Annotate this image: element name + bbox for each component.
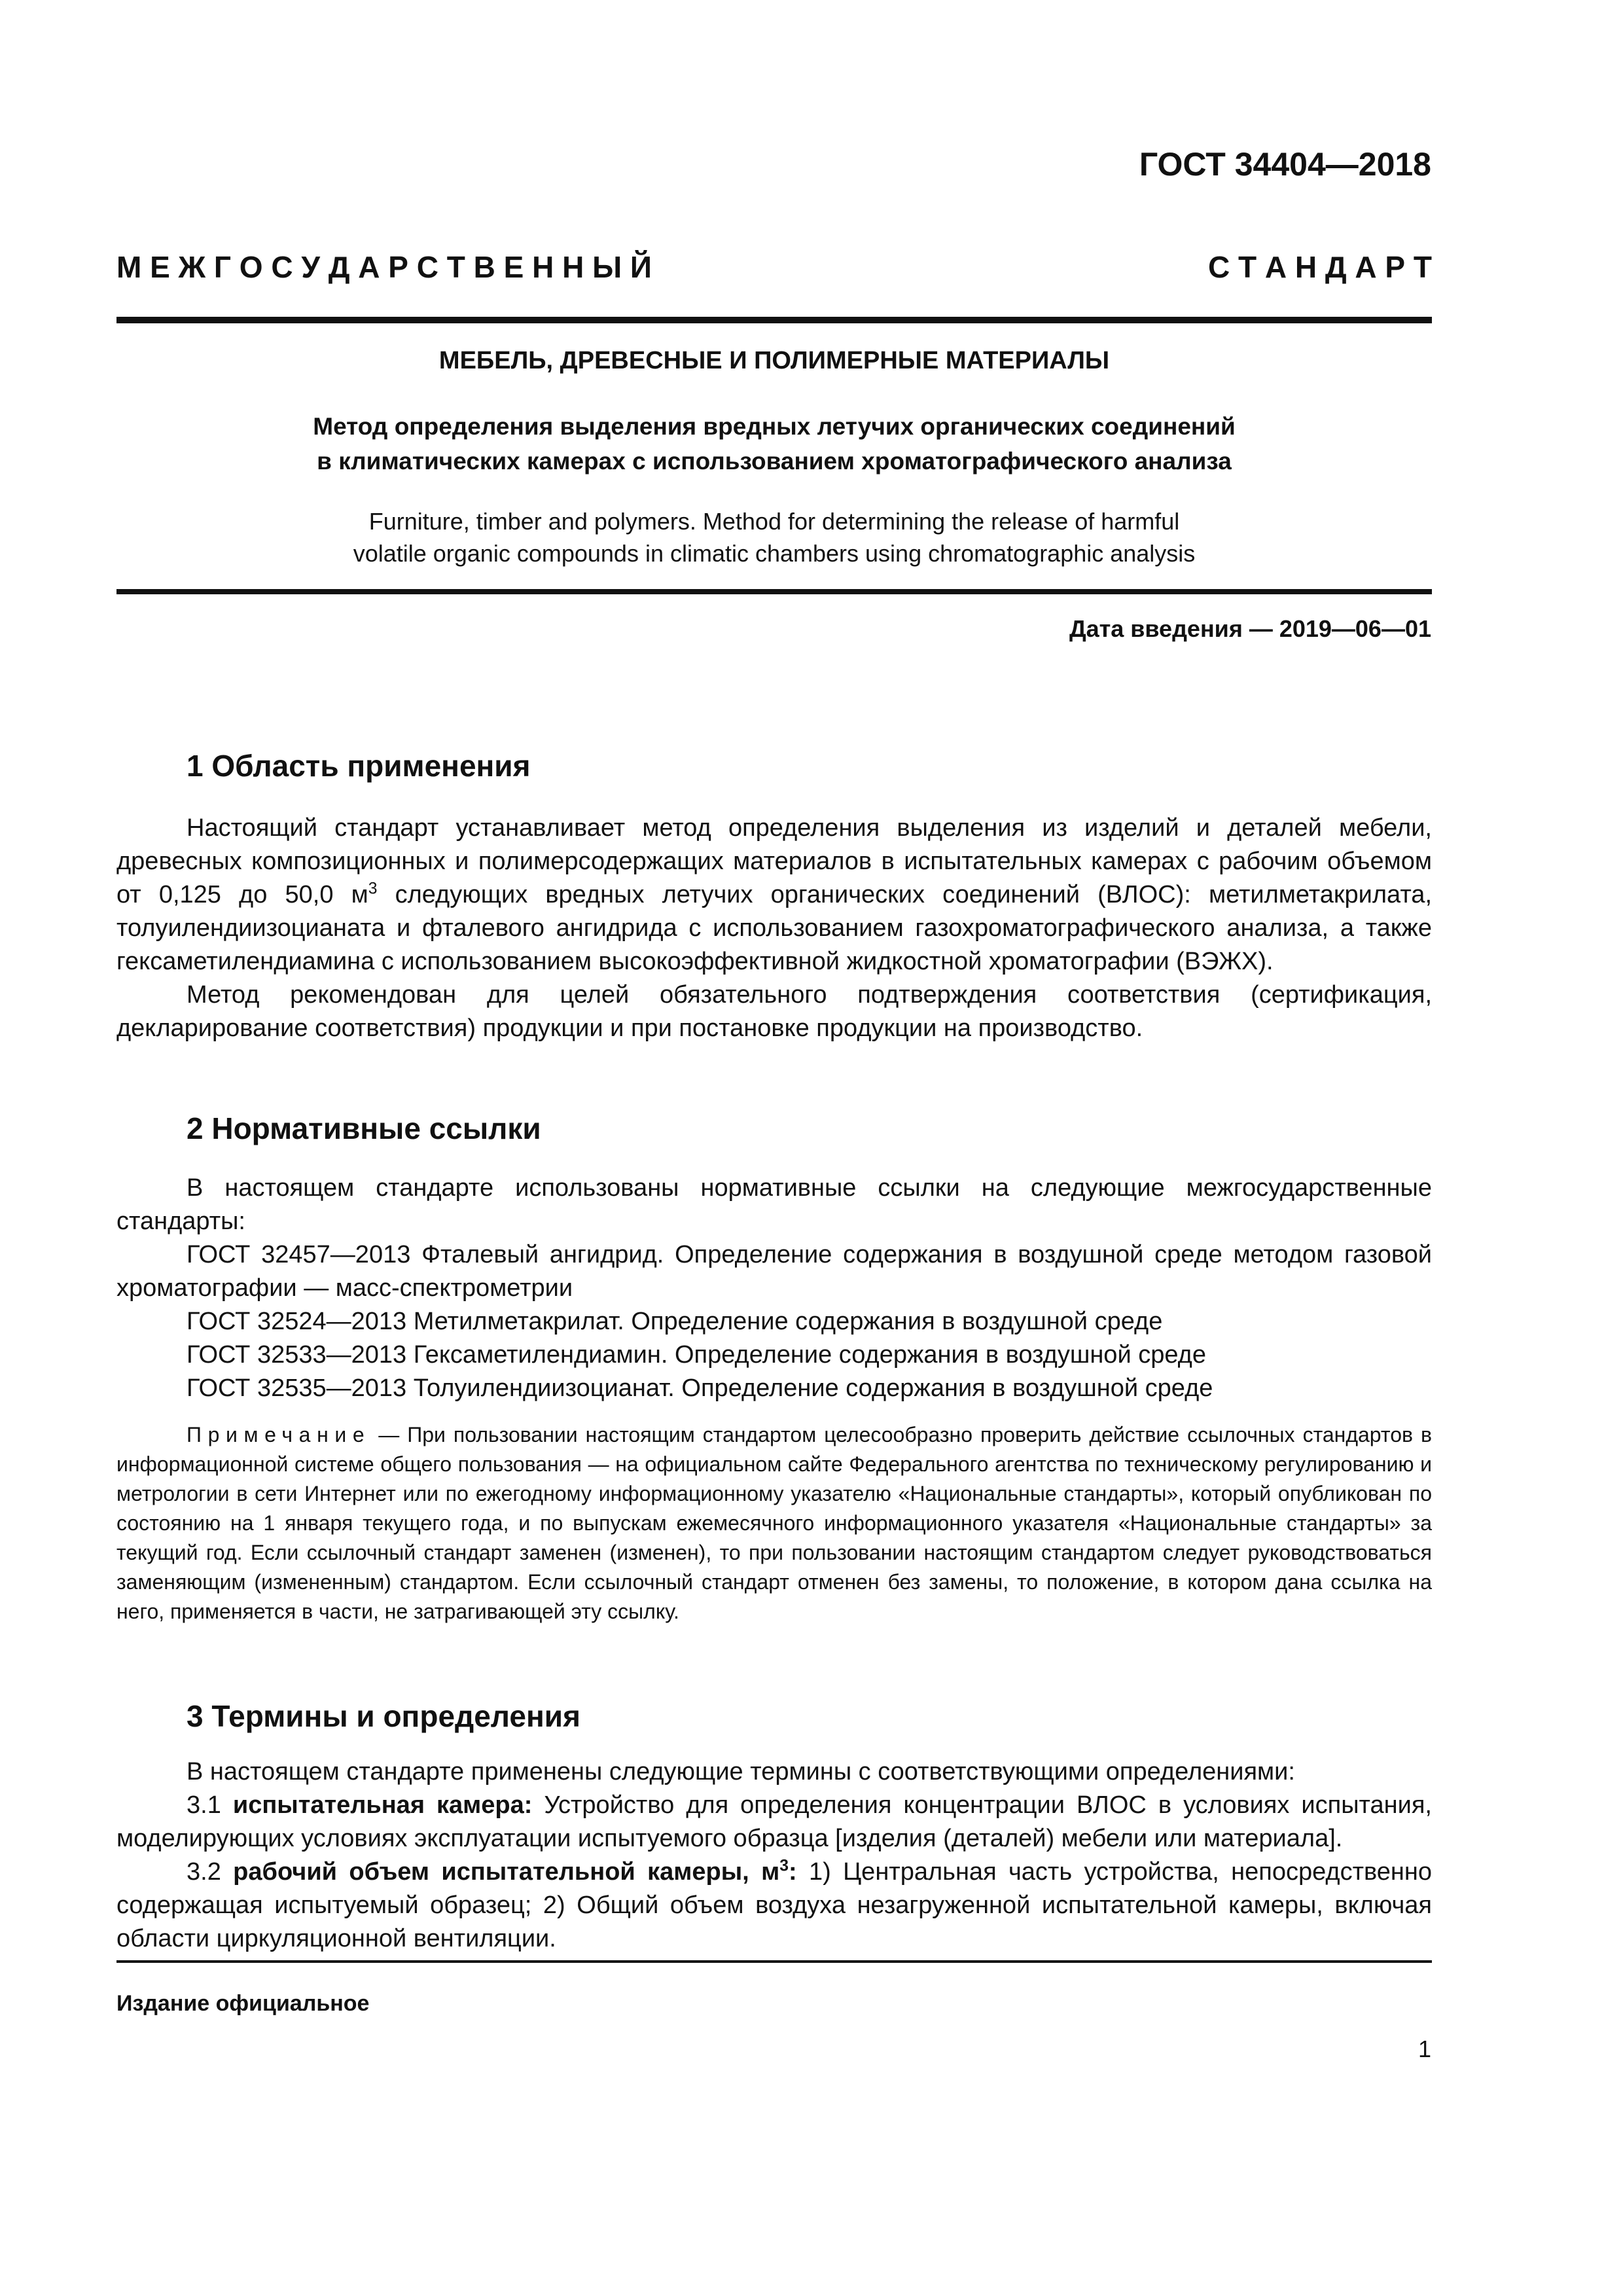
- section-1-paragraph-1: Настоящий стандарт устанавливает метод определения выделения из изделий и деталей мебели, древесных композиционных и полимерсодержащих материалов в испытательных камерах с рабочим объемом от 0,125 до 50,0 $м^3$ следующих вредных летучих органических соединений (ВЛОС): метилметакрилата, толуилендиизоцианата и фталевого ангидрида с использованием газохроматографического анализа, а также гексаметилендиамина с использованием высокоэффективной жидкостной хроматографии (ВЭЖХ).: [116, 814, 1432, 975]
- subtitle-line-1: Метод определения выделения вредных летучих органических соединений: [313, 413, 1236, 440]
- section-2-heading: 2 Нормативные ссылки: [187, 1111, 541, 1145]
- section-3-intro: В настоящем стандарте применены следующие термины с соответствующими определениями:: [187, 1758, 1295, 1785]
- official-edition-label: Издание официальное: [116, 1991, 370, 2016]
- interstate-standard-banner: [116, 247, 1432, 287]
- section-2-note: [116, 1420, 1432, 1626]
- section-2-intro: В настоящем стандарте использованы нормативные ссылки на следующие межгосударственные стандарты:: [116, 1174, 1432, 1235]
- term-3-2: 3.2 рабочий объем испытательной камеры, $м^3$: 1) Центральная часть устройства, непосредственно содержащая испытуемый образец; 2) Общий объем воздуха незагруженной испытательной камеры, включая области циркуляционной вентиляции.: [116, 1857, 1432, 1952]
- document-subtitle: [116, 409, 1432, 478]
- normative-reference: ГОСТ 32533—2013 Гексаметилендиамин. Определение содержания в воздушной среде: [187, 1341, 1206, 1369]
- term-3-1: 3.1 испытательная камера: Устройство для определения концентрации ВЛОС в условиях испытания, моделирующих условиях эксплуатации испытуемого образца [изделия (деталей) мебели или материала].: [116, 1791, 1432, 1852]
- normative-reference: ГОСТ 32535—2013 Толуилендиизоцианат. Определение содержания в воздушной среде: [187, 1374, 1213, 1402]
- subtitle-line-2: в климатических камерах с использованием хроматографического анализа: [317, 448, 1232, 475]
- section-1-heading: 1 Область применения: [187, 749, 531, 783]
- document-title: МЕБЕЛЬ, ДРЕВЕСНЫЕ И ПОЛИМЕРНЫЕ МАТЕРИАЛЫ: [438, 347, 1110, 374]
- introduction-date: Дата введения — 2019—06—01: [1069, 615, 1431, 642]
- interstate-word-1: М Е Ж Г О С У Д А Р С Т В Е Н Н Ы Й: [116, 250, 652, 284]
- footer-divider: [116, 1960, 1432, 1963]
- english-title-line-1: Furniture, timber and polymers. Method for determining the release of harmful: [368, 508, 1180, 535]
- document-code: ГОСТ 34404—2018: [1139, 146, 1431, 183]
- english-title: [116, 505, 1432, 569]
- page-number: 1: [1418, 2036, 1431, 2062]
- header-divider: [116, 317, 1432, 323]
- interstate-word-2: С Т А Н Д А Р Т: [1208, 250, 1432, 284]
- note-text: — При пользовании настоящим стандартом целесообразно проверить действие ссылочных стандартов в информационной системе общего пользования — на официальном сайте Федерального агентства по техническому регулированию и метрологии в сети Интернет или по ежегодному информационному указателю «Национальные стандарты», который опубликован по состоянию на 1 января текущего года, и по выпускам ежемесячного информационного указателя «Национальные стандарты» за текущий год. Если ссылочный стандарт заменен (изменен), то при пользовании настоящим стандартом следует руководствоваться заменяющим (измененным) стандартом. Если ссылочный стандарт отменен без замены, то положение, в котором дана ссылка на него, применяется в части, не затрагивающей эту ссылку.: [116, 1423, 1432, 1623]
- section-1-body: [116, 812, 1432, 1045]
- normative-reference: ГОСТ 32457—2013 Фталевый ангидрид. Определение содержания в воздушной среде методом газовой хроматографии — масс-спектрометрии: [116, 1241, 1432, 1302]
- section-3-body: [116, 1755, 1432, 1956]
- section-3-heading: 3 Термины и определения: [187, 1699, 580, 1733]
- title-divider: [116, 589, 1432, 594]
- note-label: Примечание: [187, 1423, 371, 1446]
- english-title-line-2: volatile organic compounds in climatic chambers using chromatographic analysis: [353, 540, 1196, 567]
- section-2-body: [116, 1172, 1432, 1405]
- normative-reference: ГОСТ 32524—2013 Метилметакрилат. Определение содержания в воздушной среде: [187, 1308, 1163, 1335]
- section-1-paragraph-2: Метод рекомендован для целей обязательного подтверждения соответствия (сертификация, декларирование соответствия) продукции и при постановке продукции на производство.: [116, 981, 1432, 1042]
